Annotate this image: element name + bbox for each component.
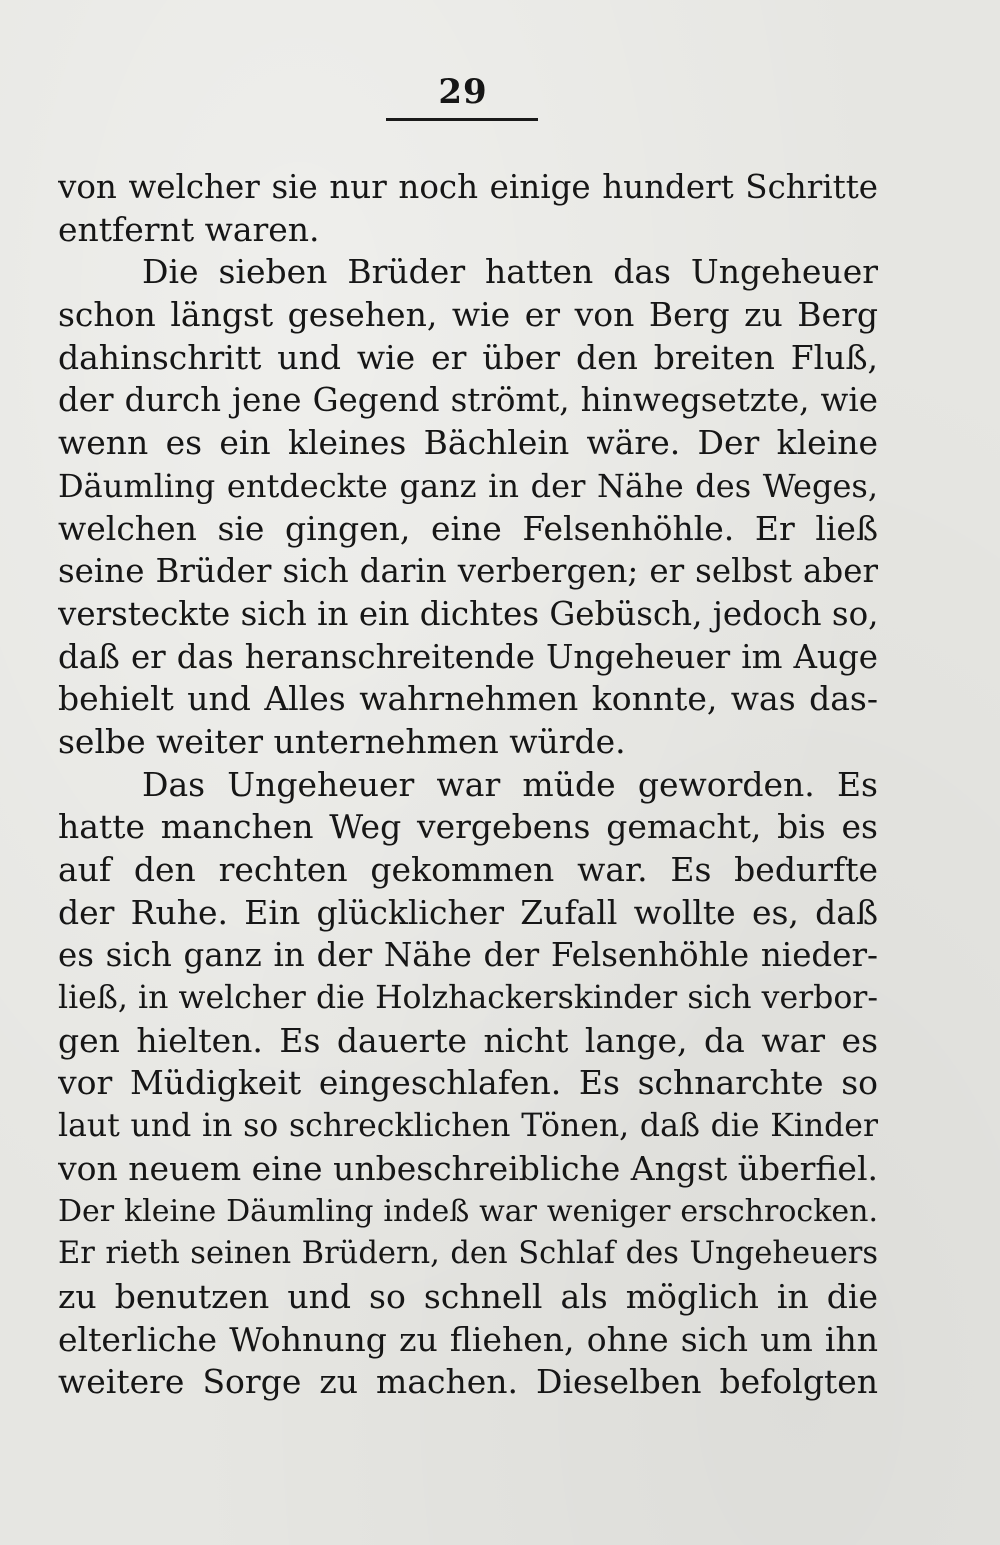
text-line: auf den rechten gekommen war. Es bedurfte [58,850,878,889]
text-line: seine Brüder sich darin verbergen; er selbst aber [58,552,878,591]
text-line: gen hielten. Es dauerte nicht lange, da war es [58,1020,878,1060]
text-line: laut und in so schrecklichen Tönen, daß die Kinder [58,1108,878,1145]
text-line: hatte manchen Weg vergebens gemacht, bis es [58,807,878,847]
text-line: schon längst gesehen, wie er von Berg zu Berg [58,295,878,335]
text-line: entfernt waren. [58,209,320,249]
text-line: der Ruhe. Ein glücklicher Zufall wollte es, daß [58,892,878,932]
header-rule [386,118,538,121]
text-line: Er rieth seinen Brüdern, den Schlaf des Ungeheuers [58,1236,878,1272]
text-line: der durch jene Gegend strömt, hinwegsetzte, wie [58,381,878,420]
page-header [0,72,1000,112]
page-number: 29 [438,72,488,112]
text-line: es sich ganz in der Nähe der Felsenhöhle nieder- [58,936,878,975]
text-line: versteckte sich in ein dichtes Gebüsch, jedoch so, [58,594,878,633]
text-line: selbe weiter unternehmen würde. [58,721,626,761]
text-line: behielt und Alles wahrnehmen konnte, was das- [58,679,878,719]
text-line: vor Müdigkeit eingeschlafen. Es schnarchte so [58,1063,878,1103]
text-line: von welcher sie nur noch einige hundert Schritte [58,168,878,206]
text-line: weitere Sorge zu machen. Dieselben befolgten [58,1362,878,1402]
text-line: ließ, in welcher die Holzhackerskinder sich verbor- [58,980,878,1017]
text-line: Das Ungeheuer war müde geworden. Es [142,764,878,804]
text-line: Die sieben Brüder hatten das Ungeheuer [142,252,878,292]
text-line: von neuem eine unbeschreibliche Angst überfiel. [58,1148,878,1188]
body-text [58,166,878,1404]
text-line: welchen sie gingen, eine Felsenhöhle. Er ließ [58,508,878,548]
text-line: zu benutzen und so schnell als möglich in die [58,1276,878,1316]
text-line: wenn es ein kleines Bächlein wäre. Der kleine [58,423,878,463]
text-line: daß er das heranschreitende Ungeheuer im Auge [58,637,878,676]
text-line: Däumling entdeckte ganz in der Nähe des Weges, [58,466,878,505]
text-line: Der kleine Däumling indeß war weniger erschrocken. [58,1193,878,1229]
text-line: elterliche Wohnung zu fliehen, ohne sich um ihn [58,1319,878,1359]
text-line: dahinschritt und wie er über den breiten Fluß, [58,337,878,377]
